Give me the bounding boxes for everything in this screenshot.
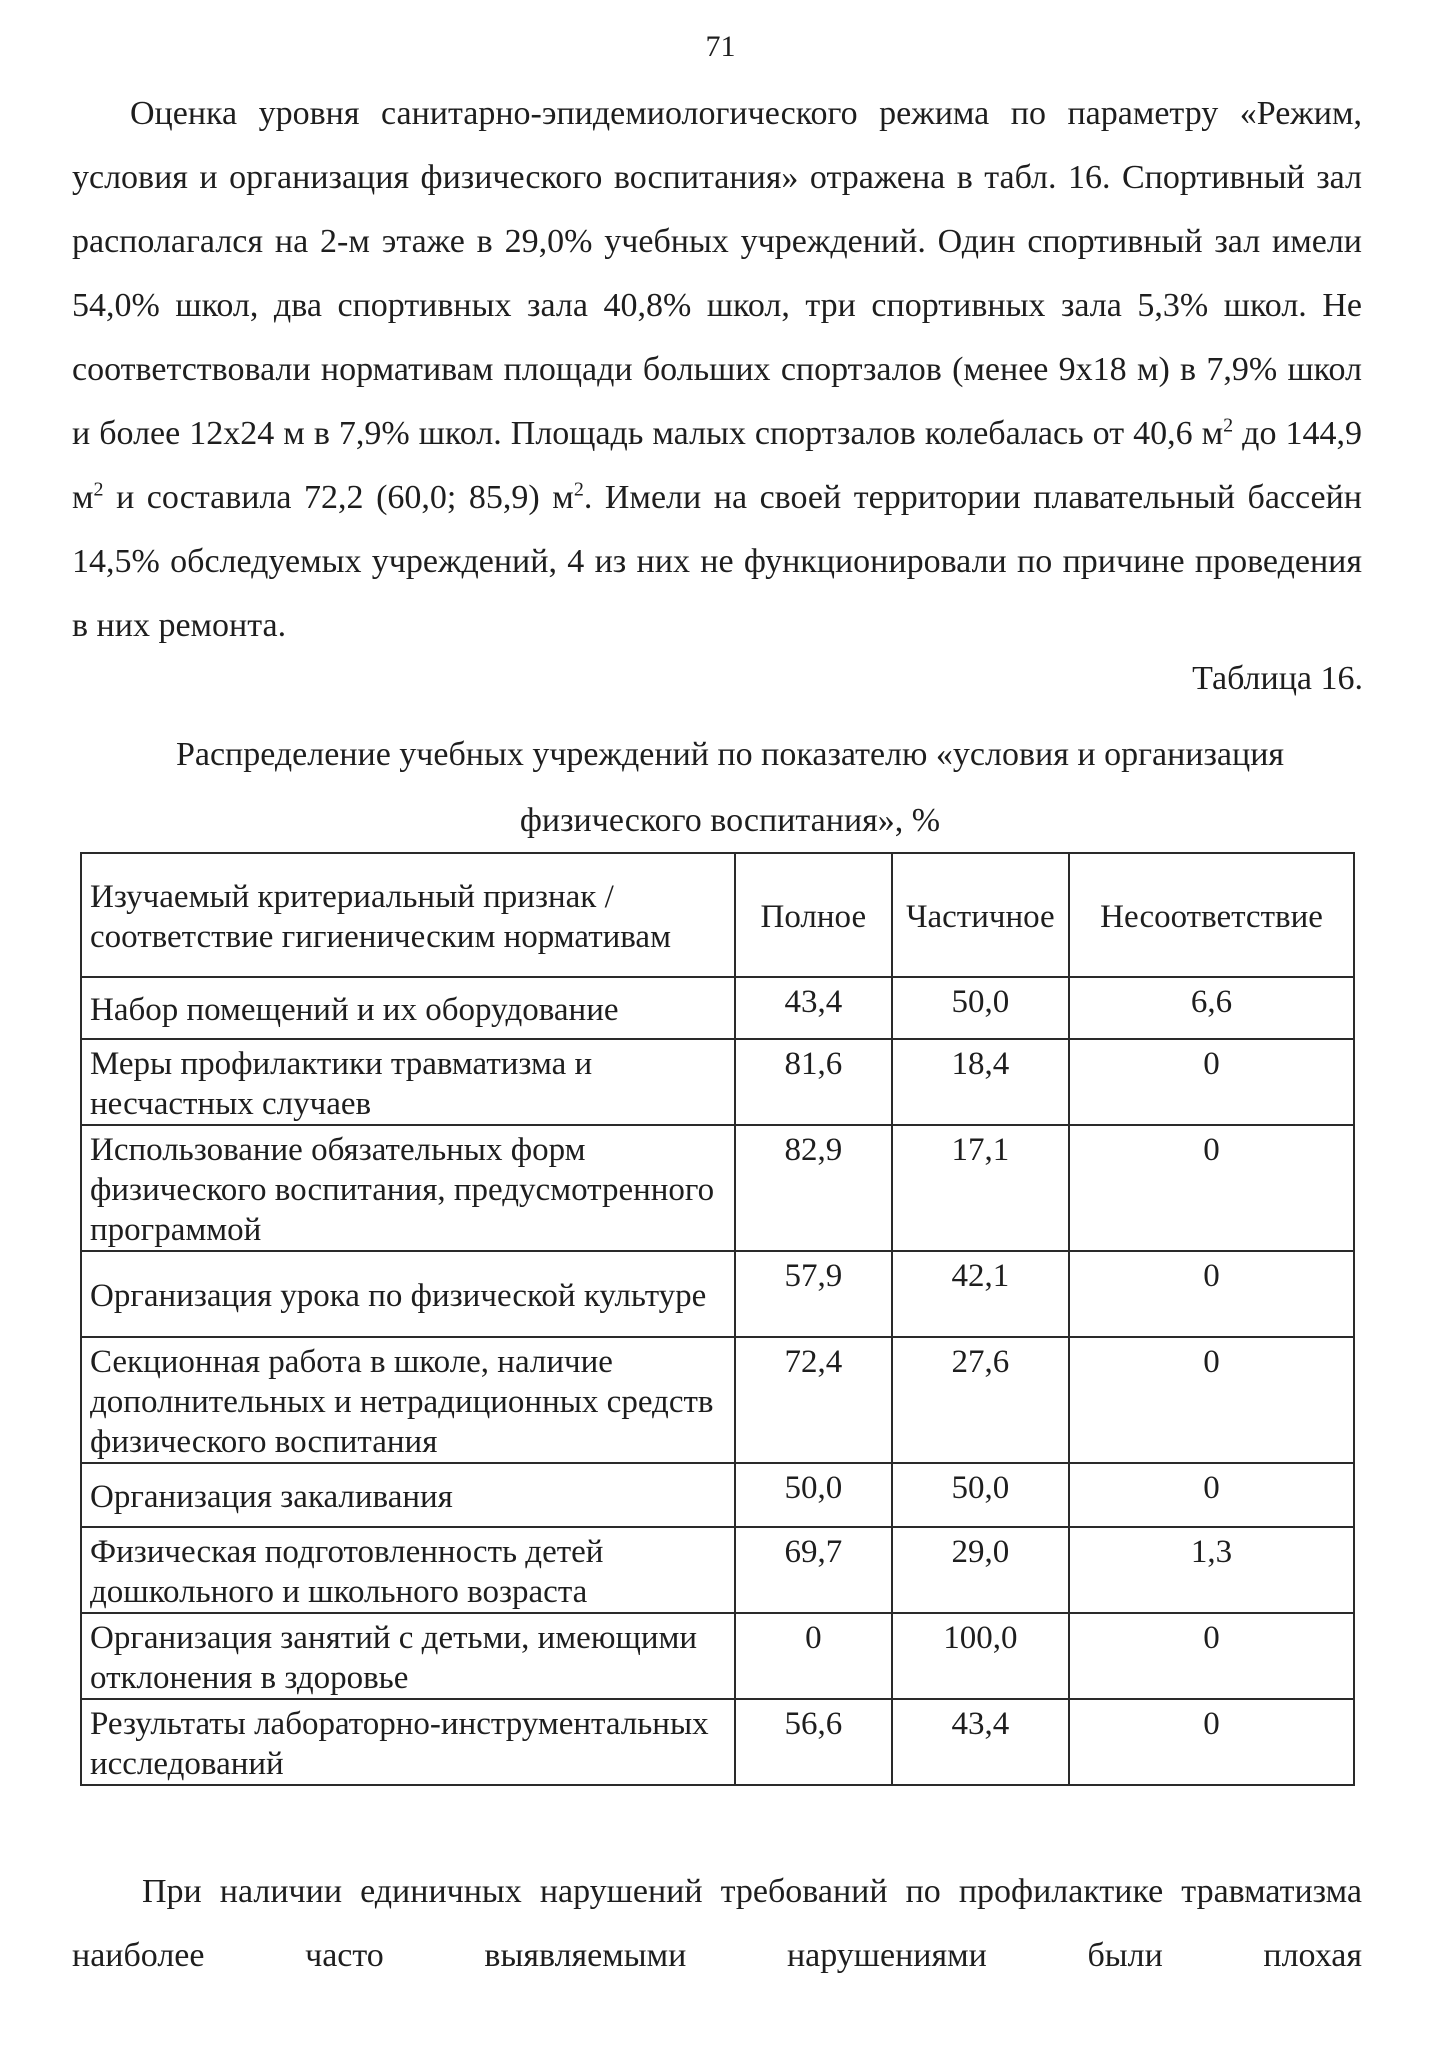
table-row (81, 977, 1354, 1039)
noncompliance-cell: 0 (1069, 1251, 1354, 1337)
partial-cell: 50,0 (892, 1463, 1069, 1527)
noncompliance-cell: 1,3 (1069, 1527, 1354, 1613)
full-cell: 56,6 (735, 1699, 892, 1785)
table-row (81, 1337, 1354, 1463)
full-cell: 69,7 (735, 1527, 892, 1613)
partial-cell: 43,4 (892, 1699, 1069, 1785)
body-paragraph-2: При наличии единичных нарушений требований по профилактике травматизма наиболее часто выявляемыми нарушениями были плохая (72, 1873, 1362, 1974)
criterion-cell: Секционная работа в школе, наличие дополнительных и нетрадиционных средств физического воспитания (81, 1337, 735, 1463)
criterion-cell: Меры профилактики травматизма и несчастных случаев (81, 1039, 735, 1125)
full-cell: 72,4 (735, 1337, 892, 1463)
partial-cell: 29,0 (892, 1527, 1069, 1613)
paragraph-text: и составила 72,2 (60,0; 85,9) м (103, 479, 574, 516)
table-row (81, 1039, 1354, 1125)
criterion-cell: Набор помещений и их оборудование (81, 977, 735, 1039)
criterion-cell: Организация урока по физической культуре (81, 1251, 735, 1337)
partial-cell: 17,1 (892, 1125, 1069, 1251)
body-paragraph-1 (72, 82, 1362, 658)
superscript: 2 (1223, 414, 1234, 437)
noncompliance-cell: 6,6 (1069, 977, 1354, 1039)
partial-cell: 100,0 (892, 1613, 1069, 1699)
header-noncompliance: Несоответствие (1069, 853, 1354, 977)
table-header-row (81, 853, 1354, 977)
partial-cell: 18,4 (892, 1039, 1069, 1125)
page-number: 71 (705, 30, 736, 63)
noncompliance-cell: 0 (1069, 1699, 1354, 1785)
full-cell: 81,6 (735, 1039, 892, 1125)
partial-cell: 50,0 (892, 977, 1069, 1039)
noncompliance-cell: 0 (1069, 1613, 1354, 1699)
noncompliance-cell: 0 (1069, 1463, 1354, 1527)
full-cell: 43,4 (735, 977, 892, 1039)
full-cell: 82,9 (735, 1125, 892, 1251)
paragraph-text: до 144,9 м (72, 415, 1362, 516)
table-row (81, 1251, 1354, 1337)
data-table (80, 852, 1355, 1786)
criterion-cell: Использование обязательных форм физического воспитания, предусмотренного программой (81, 1125, 735, 1251)
header-full: Полное (735, 853, 892, 977)
noncompliance-cell: 0 (1069, 1337, 1354, 1463)
table-row (81, 1527, 1354, 1613)
paragraph-text: . Имели на своей территории плавательный бассейн 14,5% обследуемых учреждений, 4 из них не функционировали по причине проведения в них ремонта. (72, 479, 1362, 644)
criterion-cell: Результаты лабораторно-инструментальных исследований (81, 1699, 735, 1785)
criterion-cell: Организация занятий с детьми, имеющими отклонения в здоровье (81, 1613, 735, 1699)
table-title (100, 722, 1360, 854)
table-row (81, 1699, 1354, 1785)
header-criterion: Изучаемый критериальный признак / соответствие гигиеническим нормативам (81, 853, 735, 977)
table-title-line: физического воспитания», % (519, 802, 941, 839)
criterion-cell: Организация закаливания (81, 1463, 735, 1527)
table-body (81, 977, 1354, 1785)
superscript: 2 (93, 478, 104, 501)
table-row (81, 1125, 1354, 1251)
noncompliance-cell: 0 (1069, 1125, 1354, 1251)
superscript: 2 (573, 478, 584, 501)
table-row (81, 1613, 1354, 1699)
full-cell: 50,0 (735, 1463, 892, 1527)
partial-cell: 27,6 (892, 1337, 1069, 1463)
table-title-line: Распределение учебных учреждений по показателю «условия и организация (175, 736, 1285, 773)
header-partial: Частичное (892, 853, 1069, 977)
criterion-cell: Физическая подготовленность детей дошкольного и школьного возраста (81, 1527, 735, 1613)
full-cell: 0 (735, 1613, 892, 1699)
table-label: Таблица 16. (1192, 660, 1363, 697)
table-row (81, 1463, 1354, 1527)
paragraph-text: Оценка уровня санитарно-эпидемиологического режима по параметру «Режим, условия и организация физического воспитания» отражена в табл. 16. Спортивный зал располагался на 2-м этаже в 29,0% учебных учреждений. Один спортивный зал имели 54,0% школ, два спортивных зала 40,8% школ, три спортивных зала 5,3% школ. Не соответствовали нормативам площади больших спортзалов (менее 9х18 м) в 7,9% школ и более 12х24 м в 7,9% школ. Площадь малых спортзалов колебалась от 40,6 м (72, 95, 1362, 452)
partial-cell: 42,1 (892, 1251, 1069, 1337)
noncompliance-cell: 0 (1069, 1039, 1354, 1125)
full-cell: 57,9 (735, 1251, 892, 1337)
